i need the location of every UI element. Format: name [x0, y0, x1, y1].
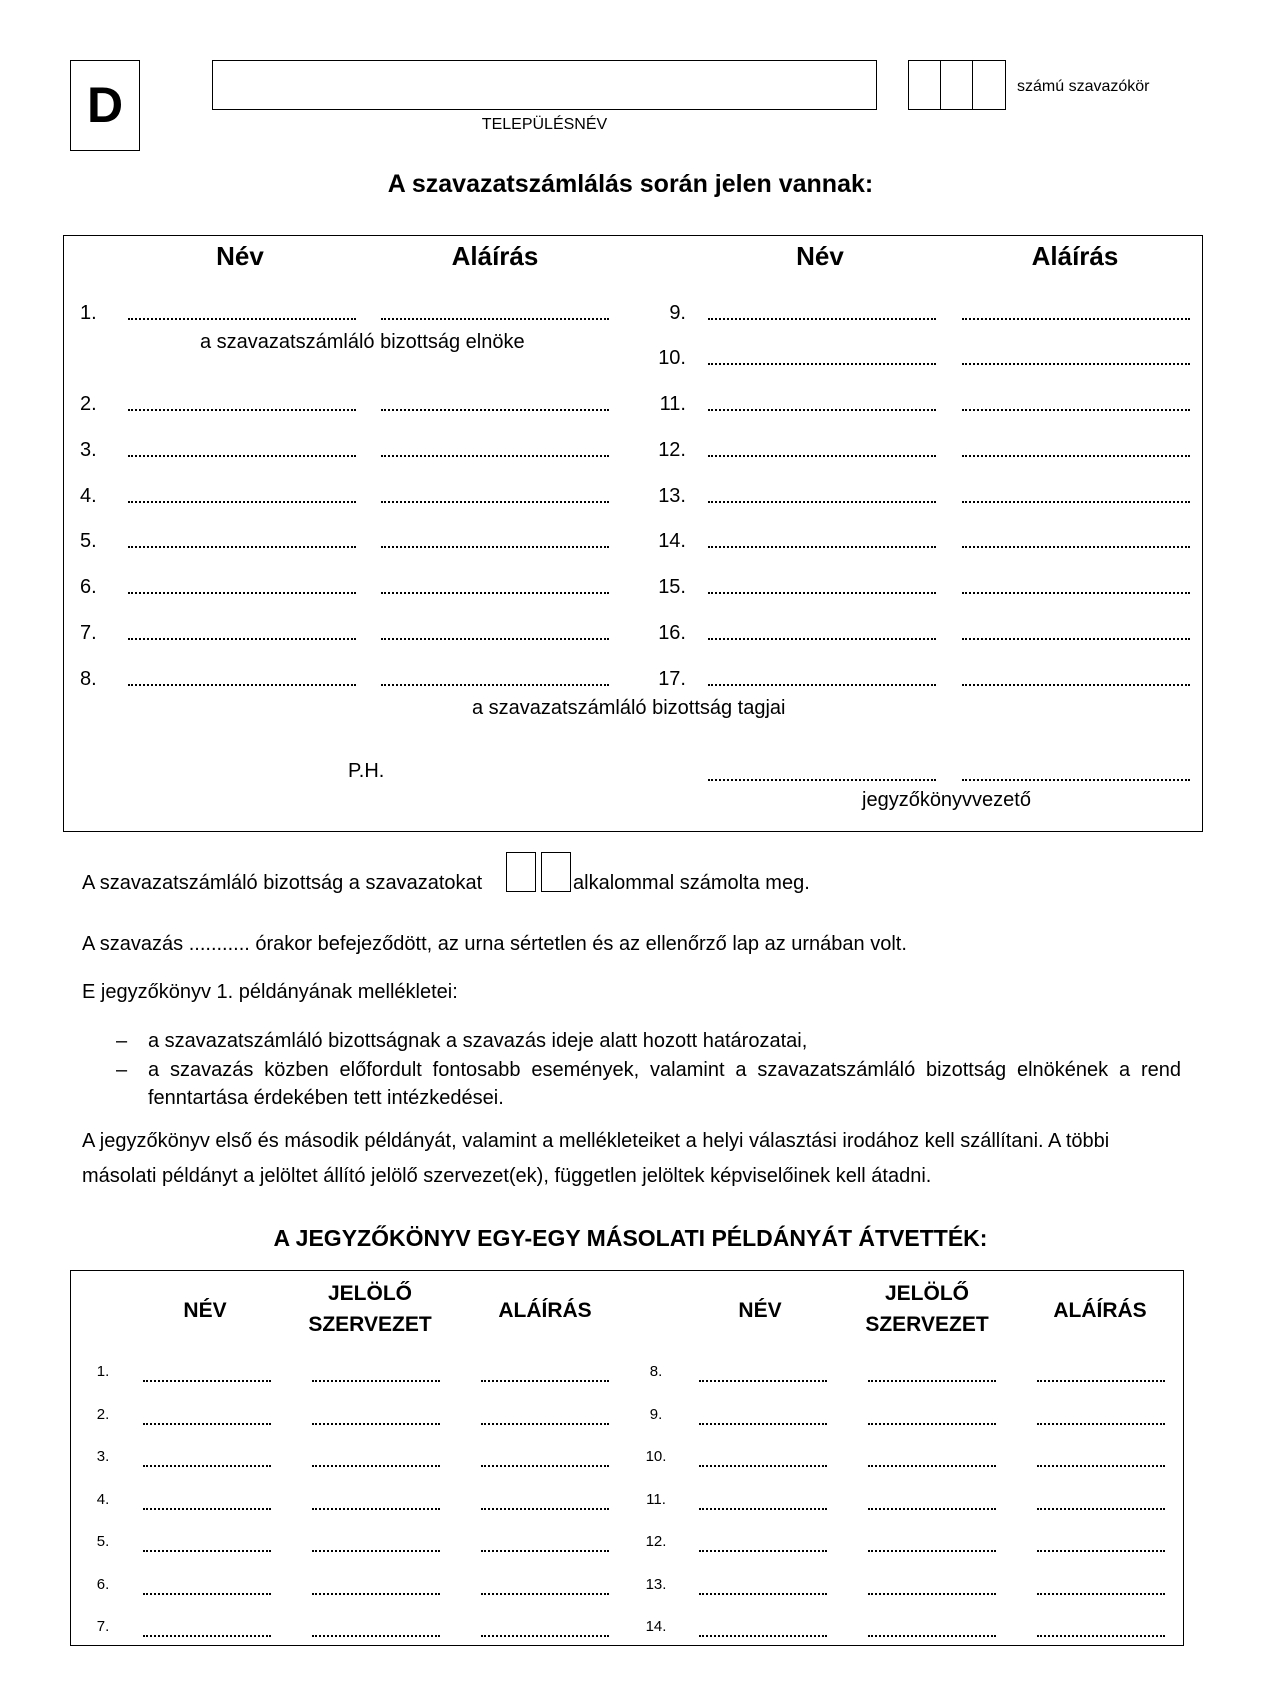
attendee-name-line[interactable]: [708, 363, 936, 365]
attendee-number: 8.: [80, 668, 97, 690]
recipient-signature-line[interactable]: [481, 1635, 609, 1637]
attendee-name-line[interactable]: [128, 684, 356, 686]
copies-table: [70, 1270, 1184, 1646]
attendee-number: 10.: [658, 347, 686, 369]
recipient-org-line[interactable]: [312, 1508, 440, 1510]
recorder-caption: jegyzőkönyvvezető: [862, 789, 1031, 811]
attendee-name-line[interactable]: [708, 684, 936, 686]
attendee-signature-line[interactable]: [962, 684, 1190, 686]
copies-col-org-left-line1: JELÖLŐ: [327, 1282, 412, 1305]
attendee-number: 2.: [80, 393, 97, 415]
attendee-name-line[interactable]: [708, 501, 936, 503]
attendee-number: 4.: [80, 485, 97, 507]
recipient-signature-line[interactable]: [481, 1593, 609, 1595]
recipient-number: 8.: [649, 1363, 663, 1380]
attendee-number: 14.: [658, 530, 686, 552]
district-number-boxes: [908, 60, 1006, 110]
recipient-signature-line[interactable]: [1037, 1635, 1165, 1637]
recipient-signature-line[interactable]: [1037, 1380, 1165, 1382]
attendee-number: 15.: [658, 576, 686, 598]
attendee-name-line[interactable]: [708, 546, 936, 548]
attendee-name-line[interactable]: [128, 455, 356, 457]
count-sentence-start: A szavazatszámláló bizottság a szavazatokat: [82, 872, 483, 894]
recipient-signature-line[interactable]: [481, 1423, 609, 1425]
attendee-number: 7.: [80, 622, 97, 644]
recipient-number: 12.: [645, 1533, 667, 1550]
attachments-intro: E jegyzőkönyv 1. példányának mellékletei:: [82, 981, 458, 1003]
attendee-signature-line[interactable]: [381, 318, 609, 320]
recipient-name-line[interactable]: [143, 1380, 271, 1382]
form-letter: D: [86, 77, 124, 133]
vote-end-sentence: A szavazás ........... órakor befejeződött, az urna sértetlen és az ellenőrző lap az urnában volt.: [82, 933, 907, 955]
attendee-signature-line[interactable]: [962, 638, 1190, 640]
attendee-number: 17.: [658, 668, 686, 690]
recipient-number: 2.: [96, 1405, 110, 1423]
district-digit-box-2[interactable]: [940, 60, 973, 110]
col-header-signature-right: Aláírás: [1031, 241, 1119, 271]
attendee-number: 5.: [80, 530, 97, 552]
col-header-signature-left: Aláírás: [451, 241, 539, 271]
attendance-table: [63, 235, 1203, 832]
attendee-name-line[interactable]: [708, 592, 936, 594]
attendee-signature-line[interactable]: [962, 363, 1190, 365]
recipient-org-line[interactable]: [312, 1465, 440, 1467]
recipient-name-line[interactable]: [699, 1508, 827, 1510]
attendee-number: 13.: [658, 485, 686, 507]
recipient-number: 11.: [646, 1490, 666, 1508]
recipient-name-line[interactable]: [143, 1635, 271, 1637]
copies-col-org-right-line1: JELÖLŐ: [884, 1282, 969, 1305]
attendee-signature-line[interactable]: [962, 455, 1190, 457]
settlement-name-label: TELEPÜLÉSNÉV: [481, 116, 608, 133]
recipient-number: 13.: [645, 1575, 667, 1593]
recipient-number: 1.: [96, 1363, 110, 1380]
attachment-item-2-line2: fenntartása érdekében tett intézkedései.: [148, 1087, 504, 1109]
recorder-signature-line[interactable]: [962, 779, 1190, 781]
recipient-org-line[interactable]: [868, 1508, 996, 1510]
copies-col-signature-right: ALÁÍRÁS: [1053, 1299, 1147, 1322]
recipient-number: 7.: [96, 1618, 110, 1635]
recipient-org-line[interactable]: [868, 1380, 996, 1382]
recipient-number: 9.: [649, 1405, 663, 1423]
recipient-name-line[interactable]: [699, 1593, 827, 1595]
recipient-signature-line[interactable]: [1037, 1550, 1165, 1552]
attendee-name-line[interactable]: [128, 409, 356, 411]
attendee-number: 16.: [658, 622, 686, 644]
attendee-name-line[interactable]: [708, 409, 936, 411]
recipient-org-line[interactable]: [312, 1423, 440, 1425]
recipient-number: 14.: [645, 1618, 667, 1635]
recipient-org-line[interactable]: [868, 1465, 996, 1467]
recipient-number: 3.: [96, 1448, 110, 1465]
district-suffix: számú szavazókör: [1017, 78, 1150, 95]
attachment-item-1: a szavazatszámláló bizottságnak a szavazás ideje alatt hozott határozatai,: [148, 1030, 808, 1052]
recipient-signature-line[interactable]: [481, 1508, 609, 1510]
attendee-number: 12.: [658, 439, 686, 461]
attendee-signature-line[interactable]: [381, 638, 609, 640]
attendee-name-line[interactable]: [128, 546, 356, 548]
copies-col-name-left: NÉV: [183, 1299, 227, 1322]
recipient-name-line[interactable]: [143, 1593, 271, 1595]
recipient-number: 10.: [645, 1448, 667, 1465]
recipient-name-line[interactable]: [699, 1423, 827, 1425]
settlement-name-field[interactable]: [212, 60, 877, 110]
recipient-org-line[interactable]: [868, 1635, 996, 1637]
attendee-name-line[interactable]: [708, 318, 936, 320]
recipient-org-line[interactable]: [868, 1550, 996, 1552]
attendee-signature-line[interactable]: [381, 592, 609, 594]
attendee-signature-line[interactable]: [381, 684, 609, 686]
recipient-org-line[interactable]: [312, 1550, 440, 1552]
attendee-name-line[interactable]: [128, 501, 356, 503]
recipient-name-line[interactable]: [699, 1635, 827, 1637]
recipient-org-line[interactable]: [312, 1635, 440, 1637]
col-header-name-right: Név: [796, 241, 844, 271]
recipient-signature-line[interactable]: [481, 1550, 609, 1552]
attendee-signature-line[interactable]: [962, 592, 1190, 594]
attendee-signature-line[interactable]: [962, 501, 1190, 503]
recipient-org-line[interactable]: [868, 1423, 996, 1425]
recorder-name-line[interactable]: [708, 779, 936, 781]
recipient-signature-line[interactable]: [1037, 1593, 1165, 1595]
recipient-name-line[interactable]: [699, 1380, 827, 1382]
chair-caption: a szavazatszámláló bizottság elnöke: [200, 331, 525, 353]
attendee-signature-line[interactable]: [962, 409, 1190, 411]
members-caption: a szavazatszámláló bizottság tagjai: [472, 697, 786, 719]
recipient-org-line[interactable]: [312, 1380, 440, 1382]
recipient-signature-line[interactable]: [1037, 1423, 1165, 1425]
recipient-signature-line[interactable]: [481, 1465, 609, 1467]
recipient-number: 5.: [96, 1533, 110, 1550]
attendee-signature-line[interactable]: [381, 546, 609, 548]
attendee-number: 9.: [669, 302, 686, 324]
bullet-dash-2: –: [116, 1059, 128, 1081]
recipient-signature-line[interactable]: [1037, 1508, 1165, 1510]
attendee-signature-line[interactable]: [962, 318, 1190, 320]
copies-col-org-right-line2: SZERVEZET: [865, 1313, 989, 1336]
attendee-number: 1.: [80, 302, 97, 324]
recipient-name-line[interactable]: [699, 1465, 827, 1467]
attendee-name-line[interactable]: [128, 592, 356, 594]
section2-title: A JEGYZŐKÖNYV EGY-EGY MÁSOLATI PÉLDÁNYÁT ÁTVETTÉK:: [273, 1225, 988, 1251]
attendee-signature-line[interactable]: [381, 409, 609, 411]
attendee-signature-line[interactable]: [381, 455, 609, 457]
attendee-name-line[interactable]: [128, 318, 356, 320]
recipient-name-line[interactable]: [699, 1550, 827, 1552]
attachment-item-2-line1: a szavazás közben előfordult fontosabb események, valamint a szavazatszámláló bizottság elnökének a rend: [148, 1059, 1181, 1081]
recipient-name-line[interactable]: [143, 1423, 271, 1425]
recipient-number: 6.: [96, 1575, 110, 1593]
count-digit-box-1[interactable]: [506, 852, 536, 892]
recipient-org-line[interactable]: [312, 1593, 440, 1595]
recipient-name-line[interactable]: [143, 1465, 271, 1467]
recipient-signature-line[interactable]: [481, 1380, 609, 1382]
delivery-line-1: A jegyzőkönyv első és második példányát, valamint a mellékleteiket a helyi választási irodához kell szállítani. A többi: [82, 1130, 1110, 1152]
copies-col-org-left-line2: SZERVEZET: [308, 1313, 432, 1336]
attendee-signature-line[interactable]: [381, 501, 609, 503]
recipient-org-line[interactable]: [868, 1593, 996, 1595]
attendee-number: 3.: [80, 439, 97, 461]
recipient-name-line[interactable]: [143, 1508, 271, 1510]
count-sentence-end: alkalommal számolta meg.: [573, 872, 810, 894]
section1-title: A szavazatszámlálás során jelen vannak:: [387, 170, 874, 198]
count-digit-box-2[interactable]: [541, 852, 571, 892]
delivery-line-2: másolati példányt a jelöltet állító jelölő szervezet(ek), független jelöltek képviselőinek kell átadni.: [82, 1165, 932, 1187]
attendee-name-line[interactable]: [128, 638, 356, 640]
attendee-name-line[interactable]: [708, 455, 936, 457]
attendee-signature-line[interactable]: [962, 546, 1190, 548]
attendee-number: 6.: [80, 576, 97, 598]
district-digit-box-3[interactable]: [972, 60, 1006, 110]
copies-col-signature-left: ALÁÍRÁS: [498, 1299, 592, 1322]
col-header-name-left: Név: [216, 241, 264, 271]
attendee-number: 11.: [659, 393, 686, 415]
recipient-number: 4.: [96, 1490, 110, 1508]
copies-col-org-left: [290, 1278, 450, 1340]
district-digit-box-1[interactable]: [908, 60, 941, 110]
attendee-name-line[interactable]: [708, 638, 936, 640]
recipient-signature-line[interactable]: [1037, 1465, 1165, 1467]
copies-col-name-right: NÉV: [738, 1299, 782, 1322]
recipient-name-line[interactable]: [143, 1550, 271, 1552]
stamp-label: P.H.: [348, 760, 385, 782]
copies-col-org-right: [847, 1278, 1007, 1340]
bullet-dash-1: –: [116, 1030, 128, 1052]
